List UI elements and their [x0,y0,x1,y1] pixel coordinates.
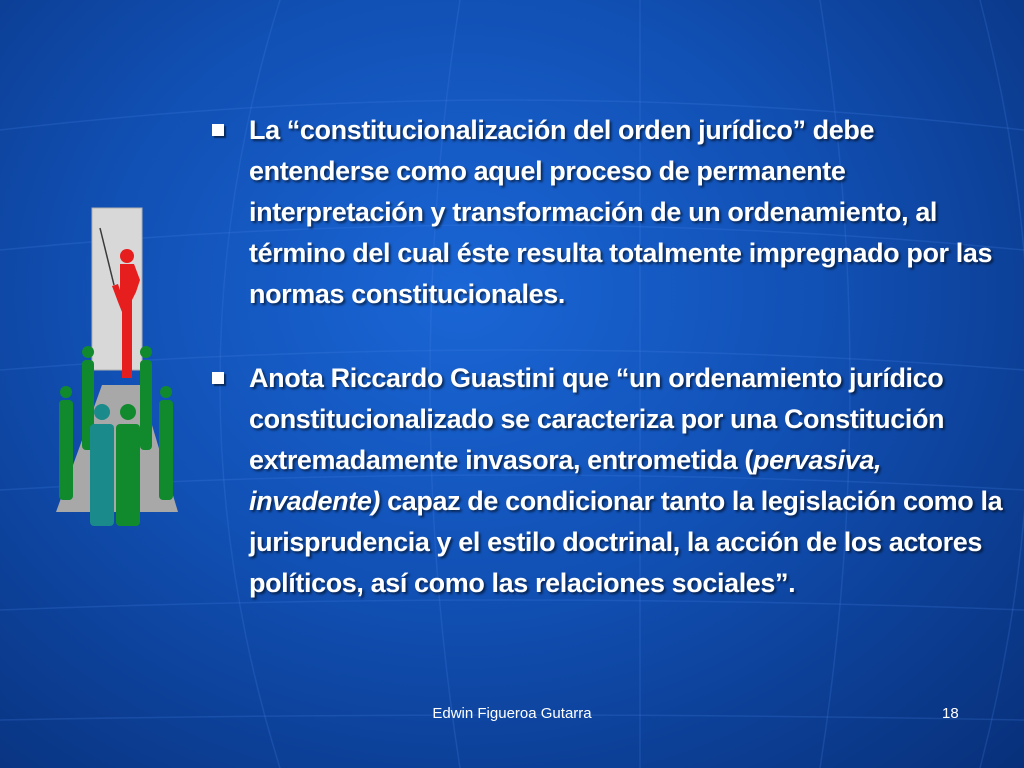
bullet-list [208,110,1008,604]
bullet-item-1 [208,110,1008,315]
square-bullet-icon [212,372,224,384]
footer-author: Edwin Figueroa Gutarra [432,705,592,722]
presenter-audience-icon [50,200,190,535]
page-number: 18 [942,705,959,722]
bullet-text-2-end: capaz de condicionar tanto la legislación como la jurisprudencia y el estilo doctrinal, la acción de los actores políticos, así como las relaciones sociales”. [249,486,1003,598]
bullet-text-2-italic: pervasiva, invadente) [249,445,882,516]
bullet-text-1: La “constitucionalización del orden jurídico” debe entenderse como aquel proceso de permanente interpretación y transformación de un ordenamiento, al término del cual éste resulta totalmente impregnado por las normas constitucionales. [249,115,993,309]
square-bullet-icon [212,124,224,136]
bullet-text-2-start: Anota Riccardo Guastini que “un ordenamiento jurídico constitucionalizado se caracteriza por una Constitución extremadamente invasora, entrometida ( [249,363,945,475]
bullet-item-2 [208,358,1008,604]
